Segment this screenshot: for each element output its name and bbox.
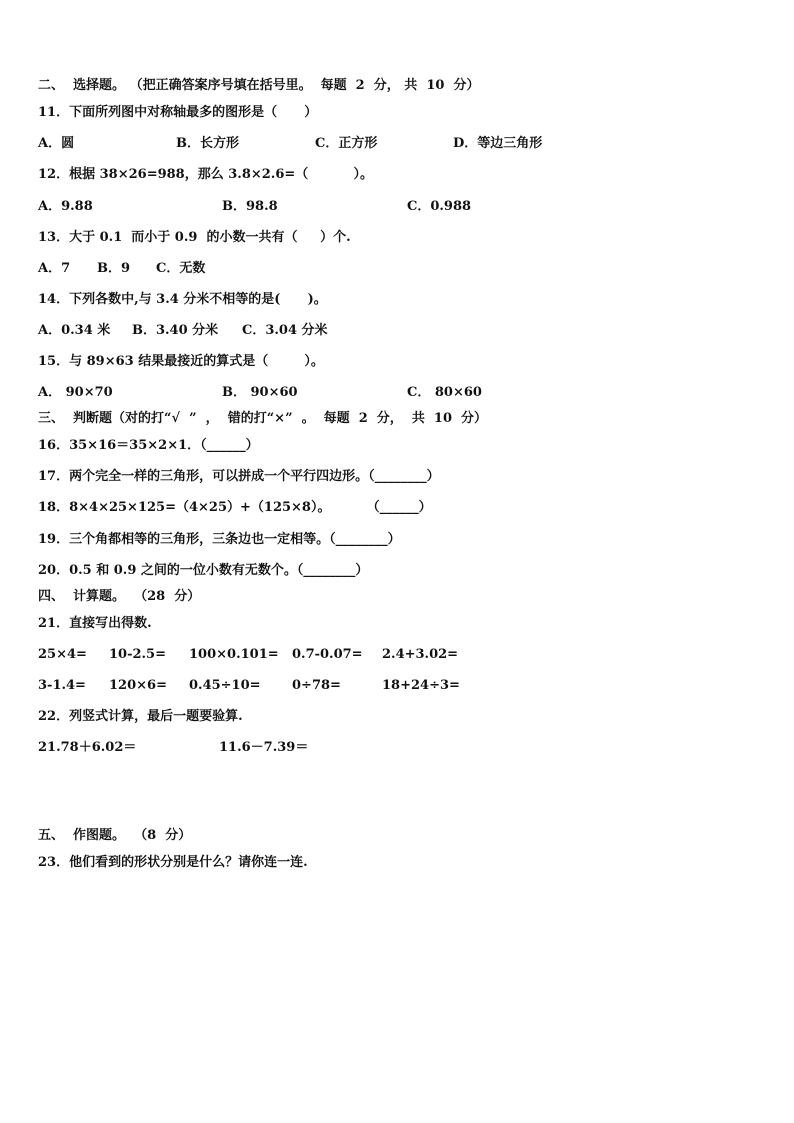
question-14-option-a: A．0.34 米 xyxy=(38,323,111,338)
section-4-heading: 四、 计算题。 （28 分） xyxy=(38,589,201,604)
calc-item: 18+24÷3= xyxy=(382,678,460,693)
section-3-heading: 三、 判断题（对的打“√ ” ， 错的打“×” 。 每题 2 分， 共 10 分） xyxy=(38,411,488,426)
question-12-option-a: A．9.88 xyxy=(38,199,93,214)
calc-item: 2.4+3.02= xyxy=(382,647,459,662)
question-14-option-b: B．3.40 分米 xyxy=(132,323,219,338)
calc-item: 0.45÷10= xyxy=(189,678,261,693)
question-22-stem: 22．列竖式计算，最后一题要验算. xyxy=(38,709,243,724)
calc-item: 0÷78= xyxy=(292,678,341,693)
calc-item: 10-2.5= xyxy=(109,647,166,662)
question-12-option-c: C．0.988 xyxy=(407,199,472,214)
question-21-stem: 21．直接写出得数. xyxy=(38,616,152,631)
question-13-option-a: A．7 xyxy=(38,261,71,276)
question-11-option-b: B．长方形 xyxy=(176,136,239,151)
question-19: 19．三个角都相等的三角形，三条边也一定相等。（________） xyxy=(38,532,401,547)
question-20: 20．0.5 和 0.9 之间的一位小数有无数个。（________） xyxy=(38,563,369,578)
calc-item: 25×4= xyxy=(38,647,87,662)
question-15-option-c: C． 80×60 xyxy=(407,385,482,400)
question-11-option-a: A．圆 xyxy=(38,136,75,151)
calc-item: 0.7-0.07= xyxy=(292,647,363,662)
vertical-calc-item: 21.78＋6.02＝ xyxy=(38,740,137,755)
question-15-stem: 15．与 89×63 结果最接近的算式是（ ）。 xyxy=(38,354,324,369)
question-11-stem: 11．下面所列图中对称轴最多的图形是（ ） xyxy=(38,105,318,120)
question-13-option-b: B．9 xyxy=(97,261,131,276)
question-14-stem: 14．下列各数中,与 3.4 分米不相等的是( )。 xyxy=(38,292,327,307)
calc-item: 3-1.4= xyxy=(38,678,86,693)
question-23: 23．他们看到的形状分别是什么？请你连一连. xyxy=(38,855,308,870)
question-11-option-d: D．等边三角形 xyxy=(453,136,543,151)
question-12-option-b: B．98.8 xyxy=(222,199,278,214)
vertical-calc-item: 11.6－7.39＝ xyxy=(219,740,309,755)
calc-item: 120×6= xyxy=(109,678,167,693)
section-5-heading: 五、 作图题。 （8 分） xyxy=(38,828,192,843)
question-15-option-a: A． 90×70 xyxy=(38,385,113,400)
question-15-option-b: B． 90×60 xyxy=(222,385,298,400)
section-2-heading: 二、 选择题。 （把正确答案序号填在括号里。 每题 2 分， 共 10 分） xyxy=(38,78,480,93)
question-13-option-c: C．无数 xyxy=(156,261,206,276)
question-18: 18．8×4×25×125=（4×25）+（125×8）。 （______） xyxy=(38,500,432,515)
question-16: 16．35×16＝35×2×1．（______） xyxy=(38,438,259,453)
question-17: 17．两个完全一样的三角形，可以拼成一个平行四边形。（________） xyxy=(38,469,440,484)
calc-item: 100×0.101= xyxy=(189,647,279,662)
question-14-option-c: C．3.04 分米 xyxy=(242,323,328,338)
question-11-option-c: C．正方形 xyxy=(315,136,378,151)
question-13-stem: 13．大于 0.1 而小于 0.9 的小数一共有（ ）个. xyxy=(38,230,351,245)
question-12-stem: 12．根据 38×26=988，那么 3.8×2.6=（ ）。 xyxy=(38,167,374,182)
